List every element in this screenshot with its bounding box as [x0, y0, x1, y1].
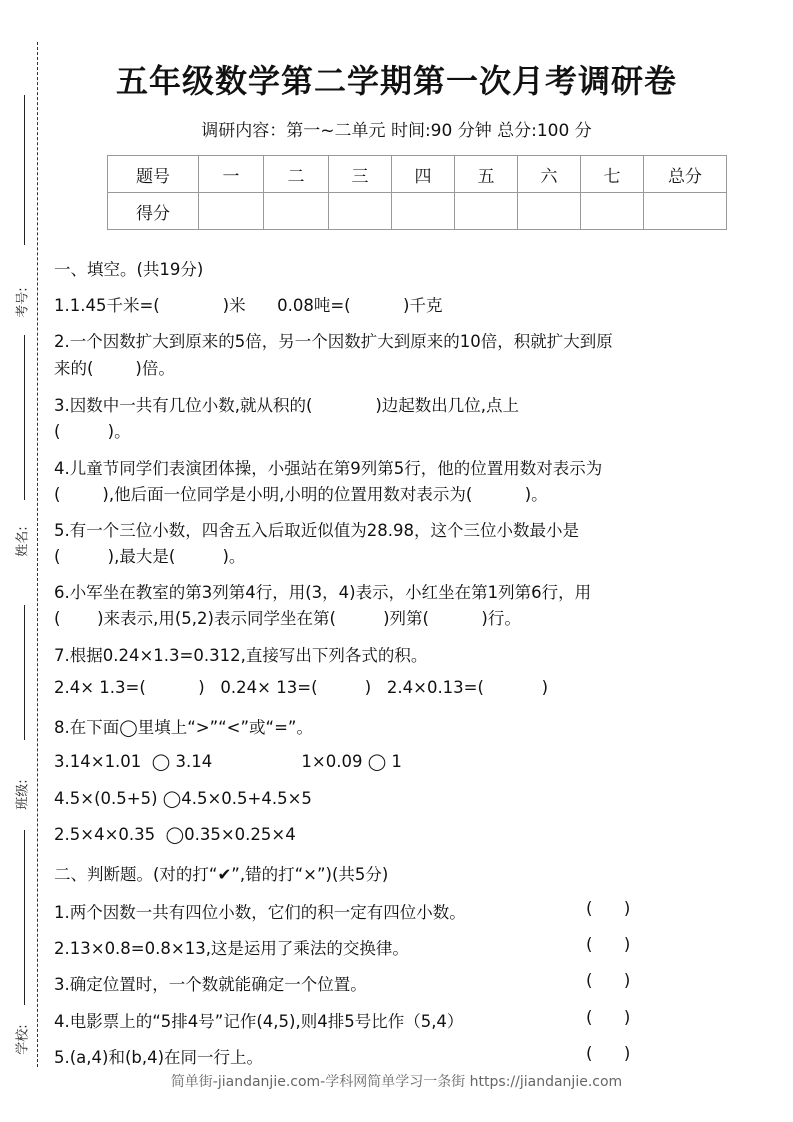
question-line: 7.根据0.24×1.3=0.312,直接写出下列各式的积。	[54, 646, 428, 665]
judgment-item-text: 5.(a,4)和(b,4)在同一行上。	[54, 1048, 264, 1067]
table-cell: 三	[329, 156, 392, 193]
exam-number-label: 考号:	[15, 287, 31, 318]
score-input-cell[interactable]	[518, 193, 581, 230]
score-input-cell[interactable]	[644, 193, 727, 230]
question-line: ( )。	[54, 422, 131, 441]
table-cell: 五	[455, 156, 518, 193]
score-input-cell[interactable]	[581, 193, 644, 230]
school-line	[24, 830, 25, 1005]
score-table	[107, 155, 727, 230]
judgment-item-text: 2.13×0.8=0.8×13,这是运用了乘法的交换律。	[54, 939, 409, 958]
judgment-answer-blank[interactable]: ( )	[586, 971, 631, 990]
exam-info: 调研内容：第一~二单元 时间:90 分钟 总分:100 分	[201, 121, 592, 141]
question-line: 2.5×4×0.35 ◯0.35×0.25×4	[54, 825, 296, 844]
section-heading: 二、判断题。(对的打“✔”,错的打“×”)(共5分)	[54, 865, 389, 884]
question-line: 来的( )倍。	[54, 359, 175, 378]
question-line: 2.一个因数扩大到原来的5倍，另一个因数扩大到原来的10倍，积就扩大到原	[54, 332, 613, 351]
question-line: 4.5×(0.5+5) ◯4.5×0.5+4.5×5	[54, 789, 312, 808]
score-input-cell[interactable]	[329, 193, 392, 230]
watermark-footer: 简单街-jiandanjie.com-学科网简单学习一条街 https://jiandanjie.com	[170, 1074, 623, 1090]
table-cell: 六	[518, 156, 581, 193]
question-line: 4.儿童节同学们表演团体操，小强站在第9列第5行，他的位置用数对表示为	[54, 459, 603, 478]
judgment-answer-blank[interactable]: ( )	[586, 1044, 631, 1063]
question-line: ( ),他后面一位同学是小明,小明的位置用数对表示为( )。	[54, 485, 548, 504]
table-cell: 四	[392, 156, 455, 193]
score-input-cell[interactable]	[455, 193, 518, 230]
page-title: 五年级数学第二学期第一次月考调研卷	[115, 62, 677, 100]
question-line: 1.1.45千米=( )米 0.08吨=( )千克	[54, 296, 443, 315]
question-line: ( )来表示,用(5,2)表示同学坐在第( )列第( )行。	[54, 609, 521, 628]
table-cell: 二	[264, 156, 329, 193]
school-label: 学校:	[15, 1024, 31, 1055]
table-cell: 题号	[108, 156, 199, 193]
binding-margin	[0, 0, 46, 1122]
question-line: 5.有一个三位小数，四舍五入后取近似值为28.98，这个三位小数最小是	[54, 521, 579, 540]
judgment-answer-blank[interactable]: ( )	[586, 1008, 631, 1027]
score-table-score-row	[108, 193, 727, 230]
question-line: 3.因数中一共有几位小数,就从积的( )边起数出几位,点上	[54, 396, 520, 415]
score-table-header-row	[108, 156, 727, 193]
judgment-item-text: 3.确定位置时，一个数就能确定一个位置。	[54, 975, 367, 994]
section-heading: 一、填空。(共19分)	[54, 260, 204, 279]
judgment-item-text: 4.电影票上的“5排4号”记作(4,5),则4排5号比作（5,4）	[54, 1012, 464, 1031]
question-line: 6.小军坐在教室的第3列第4行，用(3，4)表示，小红坐在第1列第6行，用	[54, 583, 592, 602]
score-input-cell[interactable]	[199, 193, 264, 230]
judgment-answer-blank[interactable]: ( )	[586, 935, 631, 954]
question-line: 2.4× 1.3=( ) 0.24× 13=( ) 2.4×0.13=( )	[54, 678, 549, 697]
table-cell: 一	[199, 156, 264, 193]
judgment-item-text: 1.两个因数一共有四位小数，它们的积一定有四位小数。	[54, 903, 466, 922]
name-label: 姓名:	[15, 526, 31, 557]
table-cell: 总分	[644, 156, 727, 193]
question-line: 3.14×1.01 ◯ 3.14 1×0.09 ◯ 1	[54, 752, 402, 771]
table-cell: 七	[581, 156, 644, 193]
table-cell: 得分	[108, 193, 199, 230]
judgment-answer-blank[interactable]: ( )	[586, 899, 631, 918]
class-label: 班级:	[15, 779, 31, 810]
cut-line	[37, 42, 38, 1067]
question-line: 8.在下面◯里填上“>”“<”或“=”。	[54, 718, 313, 737]
name-line	[24, 335, 25, 500]
score-input-cell[interactable]	[264, 193, 329, 230]
question-line: ( ),最大是( )。	[54, 547, 246, 566]
score-input-cell[interactable]	[392, 193, 455, 230]
class-line	[24, 605, 25, 740]
